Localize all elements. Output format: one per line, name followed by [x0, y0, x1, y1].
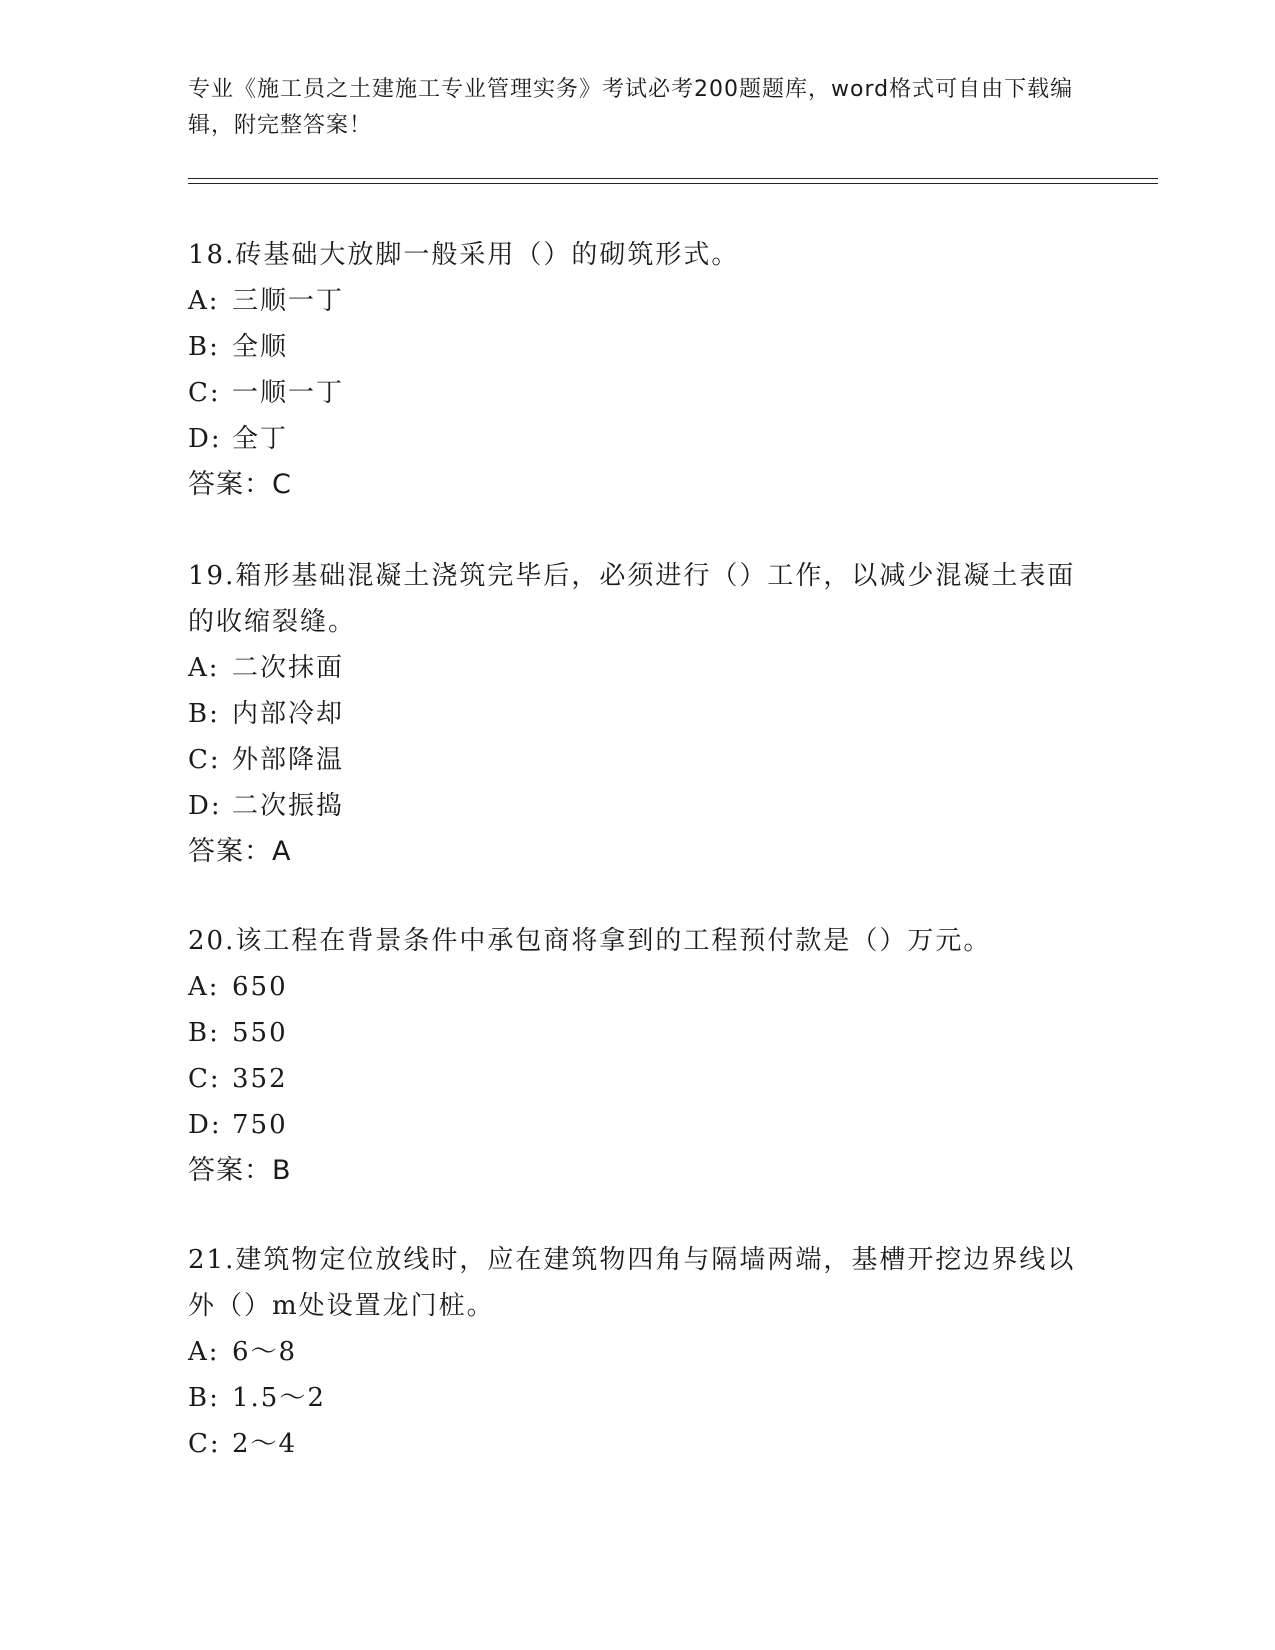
option-text: 6～8 — [232, 1337, 298, 1367]
answer: 答案：C — [188, 469, 292, 500]
option-b — [188, 324, 1088, 370]
option-label: B: — [188, 699, 220, 729]
option-label: D: — [188, 424, 222, 454]
option-label: A: — [188, 653, 220, 683]
option-label: B: — [188, 1383, 220, 1413]
option-a — [188, 278, 1088, 324]
question-stem: 19.箱形基础混凝土浇筑完毕后，必须进行（）工作，以减少混凝土表面的收缩裂缝。 — [188, 561, 1076, 637]
option-a — [188, 1329, 1088, 1375]
question-21 — [188, 1237, 1088, 1467]
option-text: 550 — [232, 1018, 288, 1048]
option-c — [188, 1056, 1088, 1102]
option-label: D: — [188, 1110, 222, 1140]
answer: 答案：A — [188, 836, 292, 867]
question-stem: 20.该工程在背景条件中承包商将拿到的工程预付款是（）万元。 — [188, 926, 992, 956]
question-stem: 18.砖基础大放脚一般采用（）的砌筑形式。 — [188, 240, 740, 270]
option-label: C: — [188, 378, 221, 408]
option-d — [188, 1102, 1088, 1148]
option-label: B: — [188, 1018, 220, 1048]
option-label: C: — [188, 1429, 221, 1459]
option-a — [188, 645, 1088, 691]
option-label: C: — [188, 1064, 221, 1094]
header-divider-top — [188, 178, 1158, 179]
option-text: 750 — [232, 1110, 288, 1140]
option-text: 全丁 — [232, 424, 289, 454]
option-label: B: — [188, 332, 220, 362]
option-c — [188, 370, 1088, 416]
option-a — [188, 964, 1088, 1010]
question-18 — [188, 232, 1088, 508]
header-divider-bottom — [188, 183, 1158, 184]
option-text: 一顺一丁 — [232, 378, 345, 408]
option-label: A: — [188, 972, 220, 1002]
option-b — [188, 1010, 1088, 1056]
option-text: 2～4 — [232, 1429, 298, 1459]
option-text: 内部冷却 — [232, 699, 345, 729]
answer: 答案：B — [188, 1155, 292, 1186]
question-stem: 21.建筑物定位放线时，应在建筑物四角与隔墙两端，基槽开挖边界线以外（）m处设置龙门桩。 — [188, 1245, 1076, 1321]
option-c — [188, 1421, 1088, 1467]
document-header: 专业《施工员之土建施工专业管理实务》考试必考200题题库，word格式可自由下载编辑，附完整答案！ — [188, 77, 1074, 138]
question-19 — [188, 553, 1088, 875]
option-text: 二次抹面 — [232, 653, 345, 683]
option-text: 352 — [232, 1064, 288, 1094]
option-text: 全顺 — [232, 332, 289, 362]
option-d — [188, 416, 1088, 462]
option-text: 三顺一丁 — [232, 286, 345, 316]
option-label: D: — [188, 791, 222, 821]
option-label: C: — [188, 745, 221, 775]
option-text: 外部降温 — [232, 745, 345, 775]
option-d — [188, 783, 1088, 829]
option-text: 二次振捣 — [232, 791, 345, 821]
option-b — [188, 1375, 1088, 1421]
option-label: A: — [188, 1337, 220, 1367]
option-b — [188, 691, 1088, 737]
option-c — [188, 737, 1088, 783]
question-20 — [188, 918, 1088, 1194]
option-label: A: — [188, 286, 220, 316]
option-text: 650 — [232, 972, 288, 1002]
option-text: 1.5～2 — [232, 1383, 326, 1413]
